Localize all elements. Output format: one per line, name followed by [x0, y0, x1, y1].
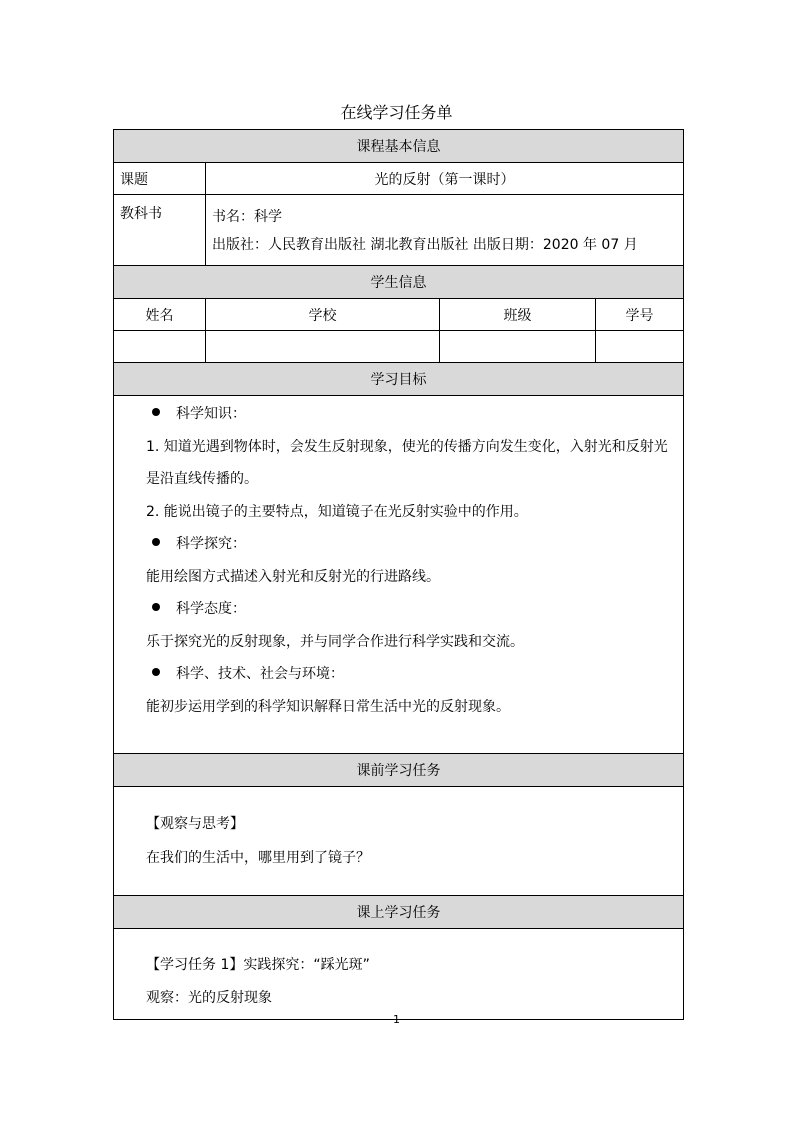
- page-number: 1: [393, 1013, 400, 1026]
- goal-item: 科学、技术、社会与环境：: [146, 658, 675, 691]
- goal-item: 是沿直线传播的。: [146, 471, 258, 487]
- publisher-info: 出版社：人民教育出版社 湖北教育出版社 出版日期：2020 年 07 月: [212, 237, 638, 253]
- goals-content: [114, 396, 684, 754]
- goal-item: 2. 能说出镜子的主要特点，知道镜子在光反射实验中的作用。: [146, 503, 528, 520]
- name-field[interactable]: [114, 331, 206, 363]
- section-student-info: 学生信息: [114, 266, 684, 299]
- bullet-icon: [152, 408, 160, 416]
- goal-item: 乐于探究光的反射现象，并与同学合作进行科学实践和交流。: [146, 633, 524, 650]
- goal-item: 科学知识：: [146, 398, 675, 431]
- bullet-icon: [152, 538, 160, 546]
- column-student-id: 学号: [596, 299, 684, 331]
- pre-class-heading: 【观察与思考】: [146, 816, 244, 832]
- topic-label: 课题: [114, 163, 206, 195]
- section-pre-class: 课前学习任务: [114, 754, 684, 787]
- column-school: 学校: [206, 299, 440, 331]
- goal-item: 能用绘图方式描述入射光和反射光的行进路线。: [146, 568, 440, 585]
- page-title: 在线学习任务单: [340, 103, 453, 122]
- section-course-info: 课程基本信息: [114, 130, 684, 163]
- class-field[interactable]: [440, 331, 596, 363]
- textbook-label: 教科书: [114, 195, 206, 266]
- topic-value: 光的反射（第一课时）: [206, 163, 684, 195]
- section-goals: 学习目标: [114, 363, 684, 396]
- goal-item: 能初步运用学到的科学知识解释日常生活中光的反射现象。: [146, 698, 510, 715]
- bullet-icon: [152, 668, 160, 676]
- school-field[interactable]: [206, 331, 440, 363]
- section-in-class: 课上学习任务: [114, 896, 684, 929]
- bullet-icon: [152, 603, 160, 611]
- in-class-content: [114, 929, 684, 1020]
- goal-item: 1. 知道光遇到物体时，会发生反射现象，使光的传播方向发生变化，入射光和反射光: [146, 438, 668, 455]
- pre-class-content: [114, 787, 684, 896]
- column-name: 姓名: [114, 299, 206, 331]
- goal-item: 科学态度：: [146, 593, 675, 626]
- goal-item: 科学探究：: [146, 528, 675, 561]
- column-class: 班级: [440, 299, 596, 331]
- observe-text: 观察：光的反射现象: [146, 990, 272, 1006]
- book-name: 书名：科学: [212, 209, 282, 225]
- student-id-field[interactable]: [596, 331, 684, 363]
- pre-class-question: 在我们的生活中，哪里用到了镜子？: [146, 850, 370, 866]
- task-1-title: 【学习任务 1】实践探究：“踩光斑”: [146, 957, 370, 973]
- task-sheet-table: [113, 129, 684, 1020]
- textbook-info: [206, 195, 684, 266]
